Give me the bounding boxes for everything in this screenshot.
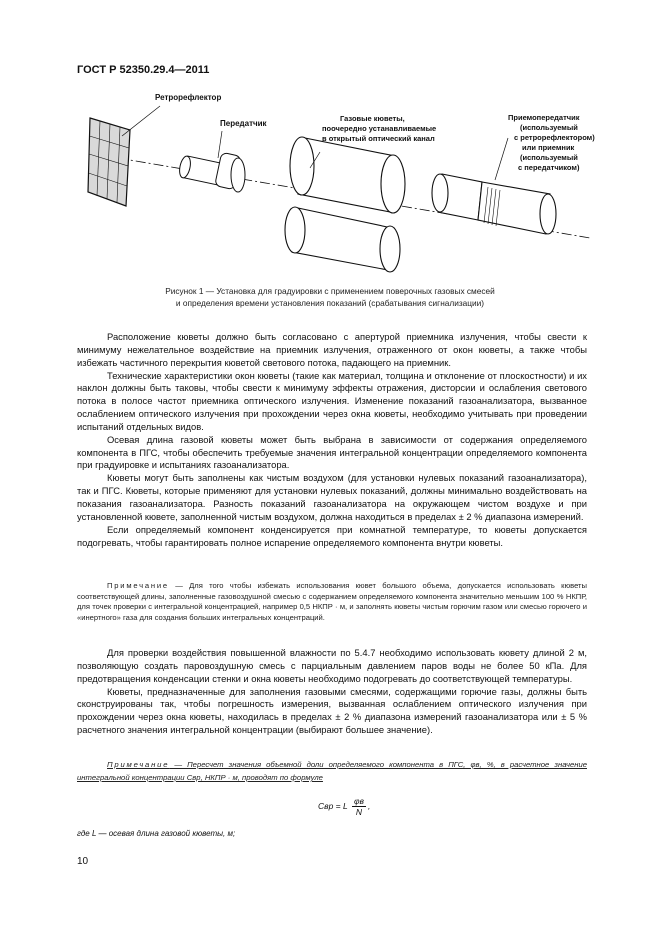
retroreflector-label: Ретрорефлектор: [155, 93, 222, 102]
paragraph: Кюветы могут быть заполнены как чистым воздухом (для установки нулевых показаний газоанализатора), так и ПГС. Кюветы, которые применяют для установки нулевых показаний, должны минимально воздействовать на показания газоанализатора. Разность показаний газоанализатора на окружающем чистом воздухе и при установленной кювете, заполненной чистым воздухом, должна находиться в пределах ± 2 % диапазона измерений.: [77, 472, 587, 522]
svg-text:(используемый: (используемый: [520, 123, 578, 132]
cuvettes-label: [322, 114, 436, 143]
document-header: ГОСТ Р 52350.29.4—2011: [77, 64, 210, 76]
formula-denominator: N: [355, 807, 363, 817]
page-number: 10: [77, 856, 89, 867]
gas-cuvette-2-drawing: [285, 207, 400, 272]
paragraph: Если определяемый компонент конденсируется при комнатной температуре, то кюветы допускается подогревать, чтобы гарантировать полное испарение определяемого компонента внутри кюветы.: [77, 523, 587, 548]
note-2: [77, 758, 587, 784]
caption-line-1: Рисунок 1 — Установка для градуировки с применением поверочных газовых смесей: [165, 286, 495, 296]
formula: [318, 796, 370, 817]
svg-text:Приемопередатчик: Приемопередатчик: [508, 113, 580, 122]
transmitter-drawing: [178, 152, 245, 192]
calibration-setup-figure: [70, 88, 610, 278]
transceiver-label: [508, 113, 595, 172]
paragraph: Осевая длина газовой кюветы может быть выбрана в зависимости от содержания определяемого компонента в ПГС, чтобы обеспечить требуемые значения интегральной концентрации определяемого компонента при градуировке и испытаниях газоанализатора.: [77, 433, 587, 471]
note-1: [77, 581, 587, 623]
svg-text:Газовые кюветы,: Газовые кюветы,: [340, 114, 405, 123]
gas-cuvette-1-drawing: [290, 137, 405, 213]
transceiver-drawing: [432, 174, 556, 234]
paragraph: Технические характеристики окон кюветы (такие как материал, толщина и отклонение от плоскостности) и их наклон должны быть таковы, чтобы свести к минимуму эффекты отражения, дисторсии и ослабления светового потока в полосе частот приемника оптического излучения. Изменение показаний газоанализатора, вызванное ослаблением оптического излучения при прохождении через окна кюветы, необходимо учитывать при проведении испытаний отдельных видов.: [77, 369, 587, 432]
svg-text:(используемый: (используемый: [520, 153, 578, 162]
paragraph: Расположение кюветы должно быть согласовано с апертурой приемника излучения, чтобы свести к минимуму нежелательное воздействие на приемник излучения, отраженного от окон кюветы, а также чтобы избежать частичного перекрытия кюветой светового потока, падающего на приемник.: [77, 331, 587, 368]
svg-text:поочередно устанавливаемые: поочередно устанавливаемые: [322, 124, 437, 133]
caption-line-2: и определения времени установления показаний (срабатывания сигнализации): [175, 298, 485, 308]
svg-text:с ретрорефлектором): с ретрорефлектором): [514, 133, 595, 142]
retroreflector-drawing: [88, 118, 130, 206]
formula-numerator: φв: [353, 796, 364, 806]
formula-lhs: Cвр = L: [318, 800, 348, 811]
paragraph: Кюветы, предназначенные для заполнения газовыми смесями, содержащими горючие газы, должны быть сконструированы так, чтобы погрешность измерения, вызванная ослаблением оптического излучения при прохождении через окна кюветы, находилась в пределах ± 2 % диапазона измерений газоанализатора или ± 5 % расчетного значения интегральной концентрации (выбирают большее значение).: [77, 685, 587, 736]
svg-text:с передатчиком): с передатчиком): [518, 163, 580, 172]
body-text-block-2: [77, 647, 587, 737]
svg-text:в открытый оптический канал: в открытый оптический канал: [322, 134, 435, 143]
formula-legend: где L — осевая длина газовой кюветы, м;: [77, 829, 236, 838]
note-label: Примечание: [107, 760, 170, 769]
body-text-block-1: [77, 331, 587, 549]
note-text: — Для того чтобы избежать использования кювет большого объема, допускается использовать кюветы соответствующей длины, заполненные газовоздушной смесью с содержанием определяемого компонента значительно меньшим 100 % НКПР, для точек проверки с интегральной концентрацией, например 0,5 НКПР · м, и заполнять кюветы чистым горючим газом или смесью горючего и «инертного» газа для создания больших интегральных концентраций.: [77, 581, 587, 622]
paragraph: Для проверки воздействия повышенной влажности по 5.4.7 необходимо использовать кювету длиной 2 м, позволяющую создать паровоздушную смесь с парциальным давлением паров воды не более 50 кПа. Для предотвращения конденсации стенки и окна кюветы необходимо подогревать до соответствующей температуры.: [77, 647, 587, 684]
note-text: — Пересчет значения объемной доли определяемого компонента в ПГС, φв, %, в расчетное значение интегральной концентрации Свр, НКПР · м, проводят по формуле: [77, 760, 587, 782]
svg-text:или приемник: или приемник: [522, 143, 575, 152]
note-label: Примечание: [107, 581, 169, 590]
formula-fraction: [352, 796, 366, 817]
transmitter-label: Передатчик: [220, 119, 267, 128]
formula-tail: ,: [367, 800, 371, 811]
figure-caption: [95, 285, 565, 309]
